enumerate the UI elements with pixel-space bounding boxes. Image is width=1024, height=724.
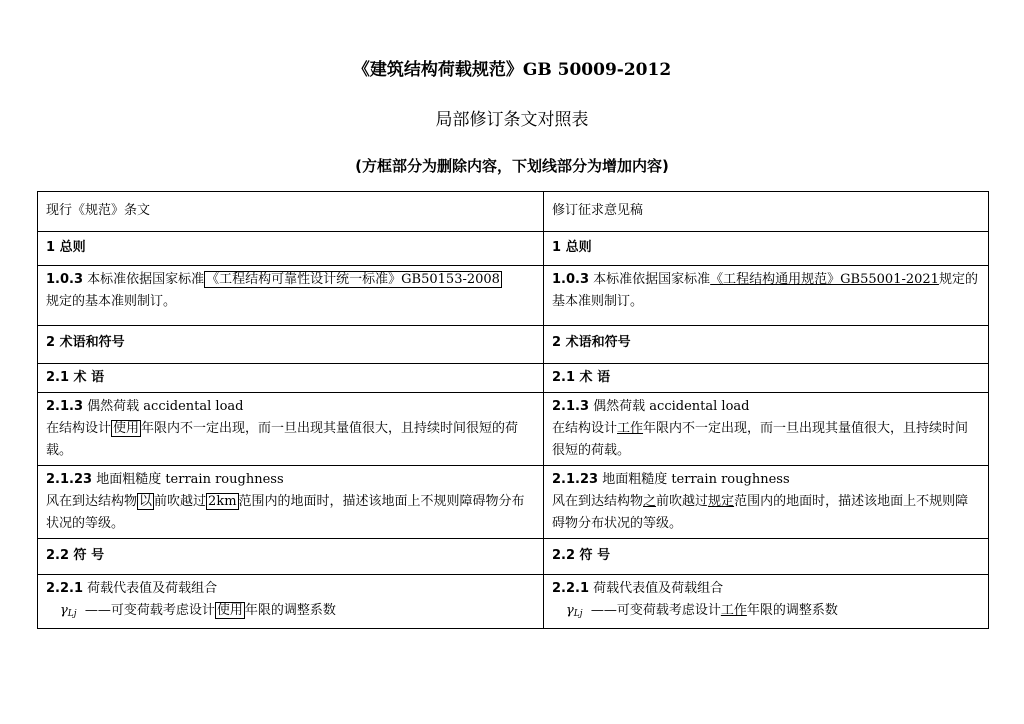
deleted-text: 以: [139, 494, 153, 509]
table-row: [38, 326, 989, 364]
table-header-row: [38, 192, 989, 232]
clause-number: 2.1.3: [46, 399, 84, 414]
clause-number: 1.0.3: [552, 272, 590, 287]
added-text: 工作: [720, 603, 747, 618]
clause-text: 前吹越过: [656, 494, 709, 509]
clause-revised: [544, 466, 989, 539]
term-title: 偶然荷载 accidental load: [593, 399, 750, 414]
deleted-text: 使用: [216, 603, 243, 618]
table-row: [38, 575, 989, 629]
section-heading: 1 总则: [544, 232, 989, 266]
clause-text: 在结构设计: [46, 421, 112, 436]
deleted-text: 《工程结构可靠性设计统一标准》GB50153-2008: [206, 272, 500, 287]
clause-text: 本标准依据国家标准: [87, 272, 205, 287]
added-text: 《工程结构通用规范》GB55001-2021: [710, 272, 939, 287]
clause-text: 本标准依据国家标准: [593, 272, 711, 287]
gamma-symbol: γ: [60, 603, 68, 618]
table-row: [38, 232, 989, 266]
clause-number: 2.1.3: [552, 399, 590, 414]
legend-note: (方框部分为删除内容，下划线部分为增加内容): [355, 157, 669, 175]
clause-number: 2.1.23: [46, 472, 93, 487]
clause-text: 年限内不一定出现，而一旦出现其量值很大，且持续时间很短的荷载。: [552, 421, 969, 458]
table-row: [38, 266, 989, 326]
header-revised: 修订征求意见稿: [544, 192, 989, 232]
clause-number: 2.2.1: [552, 581, 590, 596]
clause-text: 风在到达结构物: [552, 494, 644, 509]
clause-current: [38, 575, 544, 629]
symbol-line: [552, 603, 838, 618]
clause-current: [38, 266, 544, 326]
clause-text: ——可变荷载考虑设计: [84, 603, 215, 618]
clause-text: 规定的基本准则制订。: [552, 272, 978, 309]
subsection-heading: 2.2 符 号: [38, 539, 544, 575]
symbol-line: [46, 603, 336, 618]
clause-number: 2.1.23: [552, 472, 599, 487]
clause-text: 年限内不一定出现，而一旦出现其量值很大，且持续时间很短的荷载。: [46, 421, 519, 458]
clause-current: [38, 466, 544, 539]
term-title: 荷载代表值及荷载组合: [87, 581, 218, 596]
section-heading: 2 术语和符号: [38, 326, 544, 364]
clause-text: 范围内的地面时，描述该地面上不规则障碍物分布状况的等级。: [552, 494, 969, 531]
symbol-subscript: Lj: [67, 609, 77, 619]
added-text: 工作: [617, 421, 644, 436]
table-row: [38, 466, 989, 539]
deleted-text: 使用: [113, 421, 140, 436]
table-row: [38, 539, 989, 575]
clause-text: 风在到达结构物: [46, 494, 138, 509]
clause-text: 范围内的地面时，描述该地面上不规则障碍物分布状况的等级。: [46, 494, 525, 531]
subsection-heading: 2.2 符 号: [544, 539, 989, 575]
clause-text: 年限的调整系数: [746, 603, 838, 618]
section-heading: 2 术语和符号: [544, 326, 989, 364]
subsection-heading: 2.1 术 语: [544, 364, 989, 393]
added-text: 规定: [708, 494, 735, 509]
clause-current: [38, 393, 544, 466]
subsection-heading: 2.1 术 语: [38, 364, 544, 393]
section-heading: 1 总则: [38, 232, 544, 266]
clause-revised: [544, 266, 989, 326]
document-title: 《建筑结构荷载规范》GB 50009-2012: [352, 60, 672, 80]
document-subtitle: 局部修订条文对照表: [435, 110, 589, 130]
clause-text: 年限的调整系数: [244, 603, 336, 618]
clause-text: 在结构设计: [552, 421, 618, 436]
term-title: 偶然荷载 accidental load: [87, 399, 244, 414]
clause-revised: [544, 575, 989, 629]
term-title: 荷载代表值及荷载组合: [593, 581, 724, 596]
added-text: 之: [643, 494, 657, 509]
clause-revised: [544, 393, 989, 466]
clause-number: 1.0.3: [46, 272, 84, 287]
deleted-text: 2km: [208, 494, 237, 509]
clause-text: ——可变荷载考虑设计: [590, 603, 721, 618]
gamma-symbol: γ: [566, 603, 574, 618]
comparison-table: [37, 191, 989, 629]
clause-number: 2.2.1: [46, 581, 84, 596]
header-current: 现行《规范》条文: [38, 192, 544, 232]
term-title: 地面粗糙度 terrain roughness: [96, 472, 284, 487]
clause-text: 规定的基本准则制订。: [46, 294, 177, 309]
clause-text: 前吹越过: [154, 494, 207, 509]
table-row: [38, 364, 989, 393]
table-row: [38, 393, 989, 466]
symbol-subscript: Lj: [573, 609, 583, 619]
term-title: 地面粗糙度 terrain roughness: [602, 472, 790, 487]
